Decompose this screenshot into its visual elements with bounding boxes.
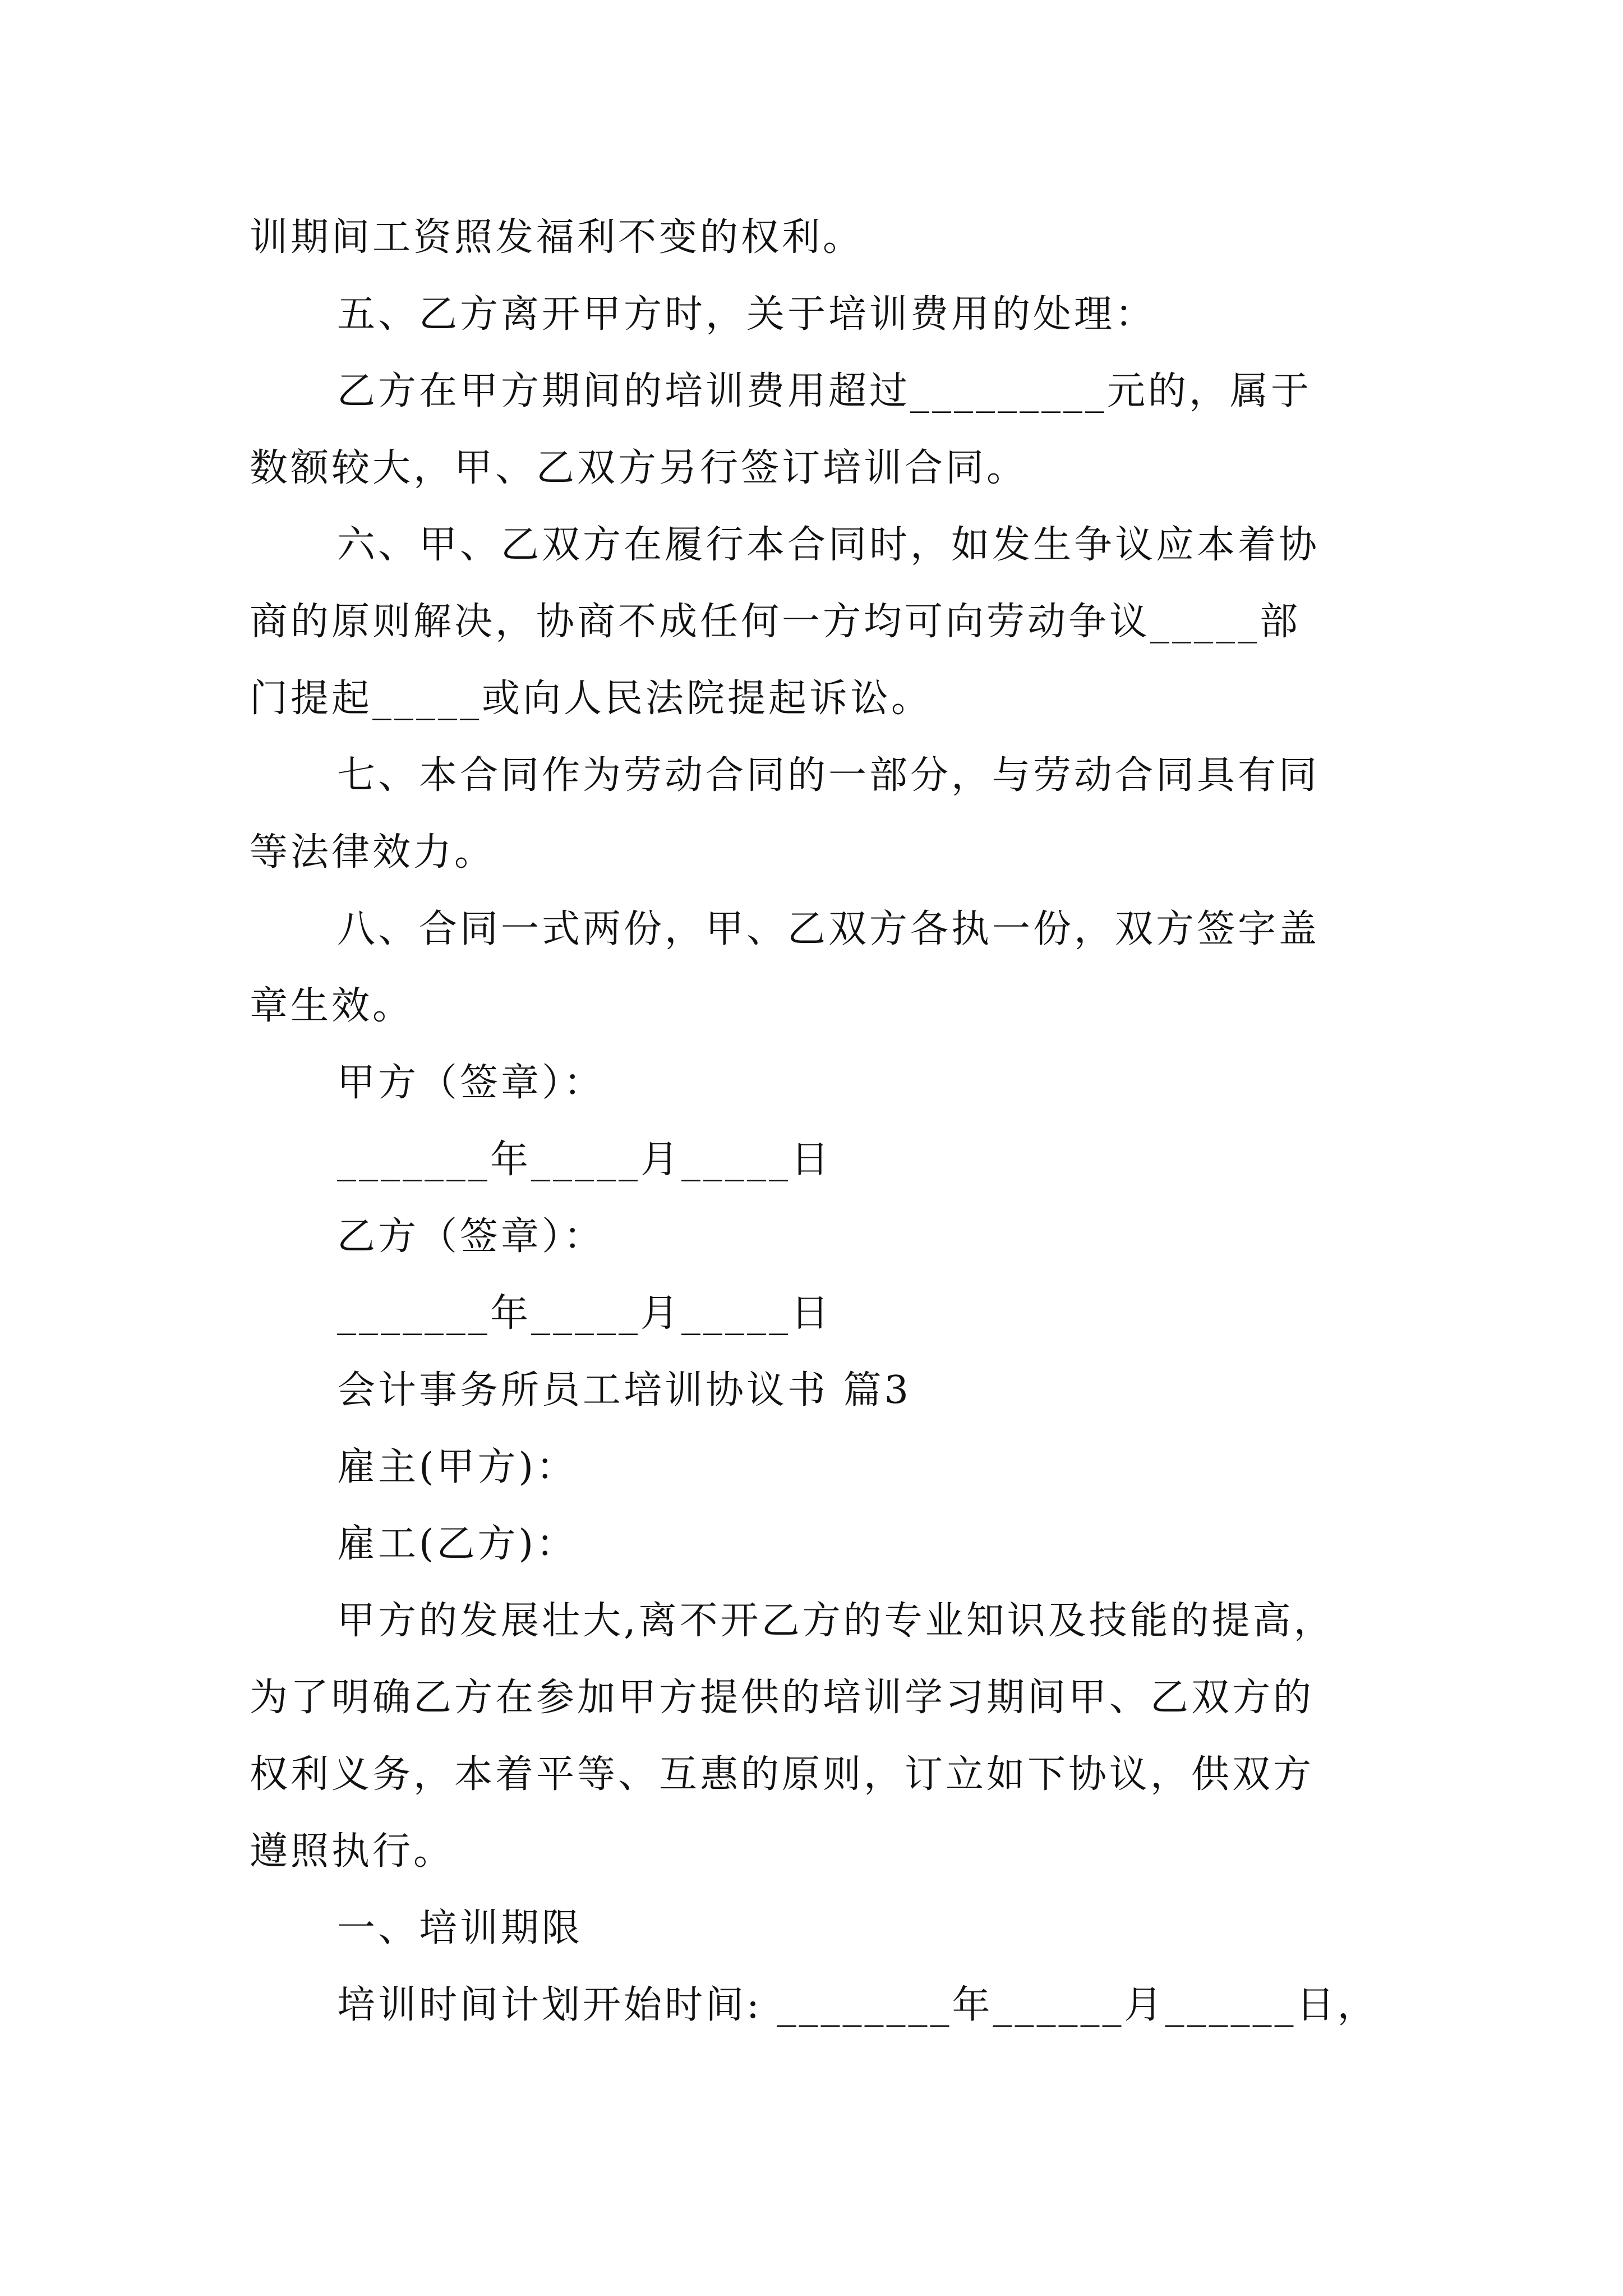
clause-6-line-2: 商的原则解决，协商不成任何一方均可向劳动争议_____部: [250, 600, 1301, 644]
preamble-line-2: 为了明确乙方在参加甲方提供的培训学习期间甲、乙双方的: [250, 1676, 1315, 1720]
clause-7-line-2: 等法律效力。: [250, 830, 496, 875]
document-page: [250, 199, 1388, 2044]
employee-label: 雇工(乙方)：: [337, 1522, 578, 1566]
body-line-4: 数额较大，甲、乙双方另行签订培训合同。: [250, 446, 1028, 490]
clause-7-line-1: 七、本合同作为劳动合同的一部分，与劳动合同具有同: [337, 753, 1320, 798]
employer-label: 雇主(甲方)：: [337, 1445, 578, 1489]
clause-8-line-2: 章生效。: [250, 984, 414, 1028]
clause-1-heading: 一、培训期限: [337, 1906, 583, 1950]
preamble-line-4: 遵照执行。: [250, 1829, 455, 1874]
clause-8-line-1: 八、合同一式两份，甲、乙双方各执一份，双方签字盖: [337, 907, 1320, 951]
preamble-line-1: 甲方的发展壮大,离不开乙方的专业知识及技能的提高，: [337, 1599, 1335, 1643]
clause-6-line-1: 六、甲、乙双方在履行本合同时，如发生争议应本着协: [337, 523, 1320, 567]
body-line-3: 乙方在甲方期间的培训费用超过_________元的，属于: [337, 369, 1312, 413]
clause-6-line-3: 门提起_____或向人民法院提起诉讼。: [250, 677, 933, 721]
body-line-1: 训期间工资照发福利不变的权利。: [250, 215, 864, 260]
party-a-date-line: _______年_____月_____日: [337, 1138, 832, 1182]
training-start-date-line: 培训时间计划开始时间: ________年______月______日，: [337, 1983, 1378, 2027]
preamble-line-3: 权利义务，本着平等、互惠的原则，订立如下协议，供双方: [250, 1752, 1315, 1797]
party-b-signature-label: 乙方（签章）：: [337, 1214, 605, 1259]
party-b-date-line: _______年_____月_____日: [337, 1291, 832, 1336]
section-title: 会计事务所员工培训协议书 篇3: [337, 1368, 911, 1412]
party-a-signature-label: 甲方（签章）：: [337, 1061, 605, 1105]
clause-5-heading: 五、乙方离开甲方时，关于培训费用的处理：: [337, 292, 1156, 337]
